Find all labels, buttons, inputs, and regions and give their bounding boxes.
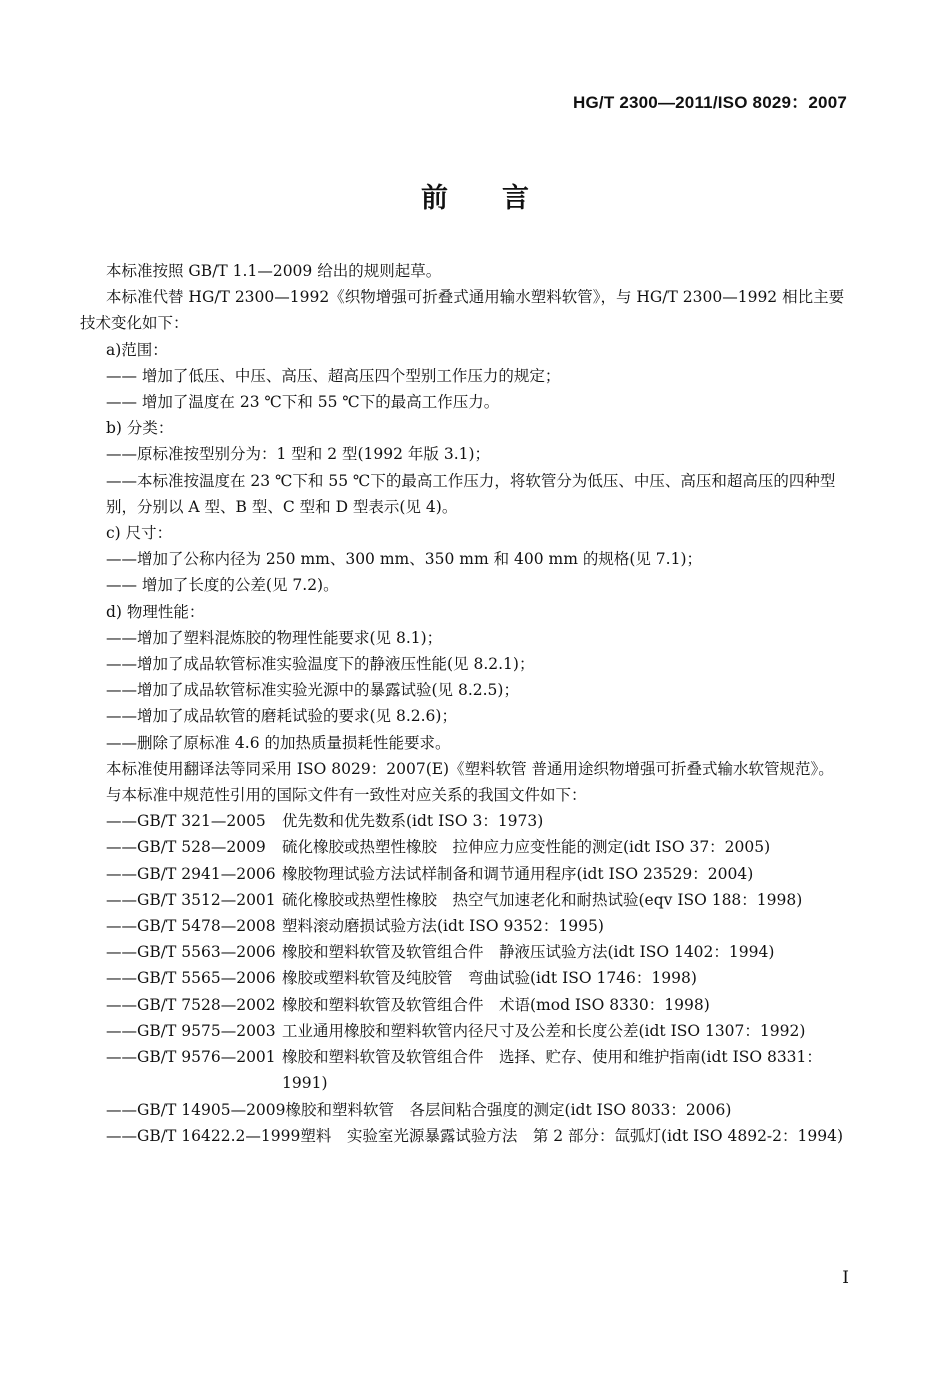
reference-code: ——GB/T 5565—2006 [106, 969, 276, 988]
reference-title: 塑料 实验室光源暴露试验方法 第 2 部分：氙弧灯(idt ISO 4892-2：1994) [300, 1126, 844, 1145]
list-item: —— 增加了温度在 23 ℃下和 55 ℃下的最高工作压力。 [106, 393, 500, 412]
reference-code: ——GB/T 528—2009 [106, 838, 266, 857]
reference-title: 优先数和优先数系(idt ISO 3：1973) [282, 812, 544, 831]
reference-item [80, 913, 850, 939]
reference-code: ——GB/T 14905—2009 [106, 1100, 286, 1119]
page-number: Ⅰ [842, 1268, 849, 1288]
reference-item [80, 808, 850, 834]
list-item: ——增加了塑料混炼胶的物理性能要求(见 8.1)； [106, 628, 443, 647]
section-heading: b) 分类： [106, 419, 174, 438]
reference-title: 橡胶和塑料软管 各层间粘合强度的测定(idt ISO 8033：2006) [285, 1100, 732, 1119]
reference-item [80, 834, 850, 860]
reference-code: ——GB/T 7528—2002 [106, 995, 276, 1014]
reference-item [80, 1044, 850, 1096]
references-intro: 与本标准中规范性引用的国际文件有一致性对应关系的我国文件如下： [106, 786, 587, 805]
adoption-paragraph: 本标准使用翻译法等同采用 ISO 8029：2007(E)《塑料软管 普通用途织物增强可折叠式输水软管规范》。 [106, 759, 834, 778]
list-item: ——增加了成品软管标准实验光源中的暴露试验(见 8.2.5)； [106, 681, 519, 700]
section-heading: a)范围： [106, 340, 168, 359]
reference-code: ——GB/T 3512—2001 [106, 890, 276, 909]
list-item: ——增加了成品软管的磨耗试验的要求(见 8.2.6)； [106, 707, 457, 726]
page-title: 前言 [421, 183, 583, 214]
reference-item [80, 1097, 850, 1123]
reference-title: 橡胶和塑料软管及软管组合件 静液压试验方法(idt ISO 1402：1994) [282, 943, 775, 962]
reference-title: 橡胶物理试验方法试样制备和调节通用程序(idt ISO 23529：2004) [282, 864, 754, 883]
standard-number-header: HG/T 2300—2011/ISO 8029：2007 [573, 93, 847, 112]
intro-paragraph: 本标准代替 HG/T 2300—1992《织物增强可折叠式通用输水塑料软管》，与 HG/T 2300—1992 相比主要技术变化如下： [80, 288, 845, 333]
reference-list [80, 808, 850, 1149]
reference-item [80, 965, 850, 991]
list-item: —— 增加了低压、中压、高压、超高压四个型别工作压力的规定； [106, 366, 561, 385]
reference-item [80, 861, 850, 887]
reference-item [80, 1018, 850, 1044]
section-heading: c) 尺寸： [106, 524, 173, 543]
section-physical-properties [80, 599, 850, 756]
section-scope [80, 337, 850, 416]
reference-item [80, 939, 850, 965]
reference-title: 塑料滚动磨损试验方法(idt ISO 9352：1995) [282, 917, 604, 936]
preface-body [80, 258, 850, 1149]
section-dimensions [80, 520, 850, 599]
list-item: ——原标准按型别分为：1 型和 2 型(1992 年版 3.1)； [106, 445, 491, 464]
reference-title: 硫化橡胶或热塑性橡胶 拉伸应力应变性能的测定(idt ISO 37：2005) [282, 838, 771, 857]
reference-item [80, 992, 850, 1018]
list-item: ——增加了成品软管标准实验温度下的静液压性能(见 8.2.1)； [106, 655, 535, 674]
list-item: ——删除了原标准 4.6 的加热质量损耗性能要求。 [106, 733, 451, 752]
reference-code: ——GB/T 321—2005 [106, 812, 266, 831]
list-item: ——增加了公称内径为 250 mm、300 mm、350 mm 和 400 mm 的规格(见 7.1)； [106, 550, 703, 569]
reference-item [80, 1123, 850, 1149]
reference-title: 橡胶和塑料软管及软管组合件 选择、贮存、使用和维护指南(idt ISO 8331：1991) [282, 1048, 822, 1093]
list-item: —— 增加了长度的公差(见 7.2)。 [106, 576, 339, 595]
reference-code: ——GB/T 9575—2003 [106, 1021, 276, 1040]
intro-paragraph: 本标准按照 GB/T 1.1—2009 给出的规则起草。 [106, 262, 442, 280]
reference-code: ——GB/T 2941—2006 [106, 864, 276, 883]
reference-title: 硫化橡胶或热塑性橡胶 热空气加速老化和耐热试验(eqv ISO 188：1998) [282, 890, 803, 909]
reference-code: ——GB/T 5478—2008 [106, 917, 276, 936]
reference-title: 工业通用橡胶和塑料软管内径尺寸及公差和长度公差(idt ISO 1307：1992) [282, 1021, 806, 1040]
reference-item [80, 887, 850, 913]
reference-code: ——GB/T 16422.2—1999 [106, 1126, 301, 1145]
section-classification [80, 415, 850, 520]
reference-code: ——GB/T 9576—2001 [106, 1048, 276, 1067]
section-heading: d) 物理性能： [106, 602, 205, 621]
list-item: ——本标准按温度在 23 ℃下和 55 ℃下的最高工作压力，将软管分为低压、中压、高压和超高压的四种型别，分别以 A 型、B 型、C 型和 D 型表示(见 4)。 [106, 471, 836, 516]
reference-title: 橡胶或塑料软管及纯胶管 弯曲试验(idt ISO 1746：1998) [282, 969, 697, 988]
reference-code: ——GB/T 5563—2006 [106, 943, 276, 962]
reference-title: 橡胶和塑料软管及软管组合件 术语(mod ISO 8330：1998) [282, 995, 710, 1014]
